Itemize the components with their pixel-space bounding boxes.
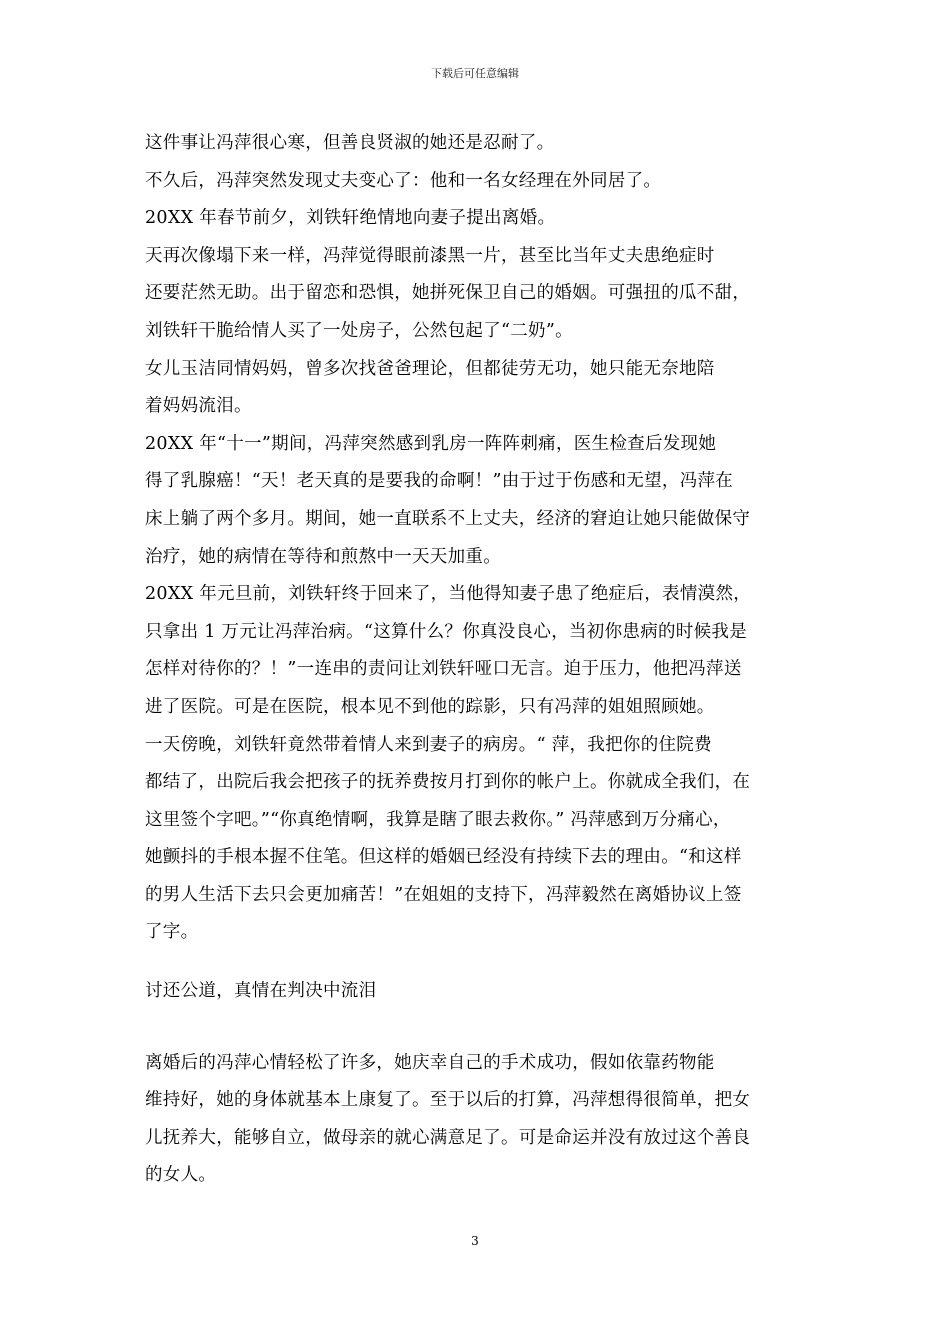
text-line: 床上躺了两个多月。期间，她一直联系不上丈夫，经济的窘迫让她只能做保守	[145, 508, 751, 529]
text-line: 离婚后的冯萍心情轻松了许多，她庆幸自己的手术成功，假如依靠药物能	[145, 1052, 715, 1073]
text-line: 20XX 年春节前夕，刘铁轩绝情地向妻子提出离婚。	[145, 208, 556, 229]
text-line: 得了乳腺癌！“天！老天真的是要我的命啊！”由于过于伤感和无望，冯萍在	[145, 471, 734, 492]
text-line: 怎样对待你的？！”一连串的责问让刘铁轩哑口无言。迫于压力，他把冯萍送	[145, 659, 742, 680]
text-line: 刘铁轩干脆给情人买了一处房子，公然包起了“二奶”。	[145, 320, 573, 341]
paragraph	[145, 727, 810, 953]
spacer	[145, 952, 810, 973]
section-heading	[145, 973, 810, 1011]
text-line: 只拿出 1 万元让冯萍治病。“这算什么？你真没良心，当初你患病的时候我是	[145, 621, 748, 642]
text-line: 儿抚养大，能够自立，做母亲的就心满意足了。可是命运并没有放过这个善良	[145, 1127, 751, 1148]
paragraph	[145, 1045, 810, 1195]
text-line: 了字。	[145, 922, 199, 943]
text-line: 一天傍晚，刘铁轩竟然带着情人来到妻子的病房。“ 萍，我把你的住院费	[145, 734, 712, 755]
text-line: 还要茫然无助。出于留恋和恐惧，她拼死保卫自己的婚姻。可强扭的瓜不甜，	[145, 283, 751, 304]
paragraph	[145, 125, 810, 163]
section-heading-text: 讨还公道，真情在判决中流泪	[145, 981, 377, 1002]
text-line: 着妈妈流泪。	[145, 396, 252, 417]
paragraph	[145, 576, 810, 726]
text-line: 都结了，出院后我会把孩子的抚养费按月打到你的帐户上。你就成全我们，在	[145, 772, 751, 793]
text-line: 治疗，她的病情在等待和煎熬中一天天加重。	[145, 546, 501, 567]
text-line: 维持好，她的身体就基本上康复了。至于以后的打算，冯萍想得很简单，把女	[145, 1090, 751, 1111]
text-line: 进了医院。可是在医院，根本见不到他的踪影，只有冯萍的姐姐照顾她。	[145, 696, 715, 717]
page-number: 3	[471, 1234, 479, 1248]
text-line: 20XX 年元旦前，刘铁轩终于回来了，当他得知妻子患了绝症后，表情漠然，	[145, 584, 752, 605]
document-body	[145, 125, 810, 1195]
text-line: 不久后，冯萍突然发现丈夫变心了：他和一名女经理在外同居了。	[145, 170, 662, 191]
text-line: 天再次像塌下来一样，冯萍觉得眼前漆黑一片，甚至比当年丈夫患绝症时	[145, 245, 715, 266]
text-line: 女儿玉洁同情妈妈，曾多次找爸爸理论，但都徒劳无功，她只能无奈地陪	[145, 358, 715, 379]
text-line: 这里签个字吧。”“你真绝情啊，我算是瞎了眼去救你。” 冯萍感到万分痛心，	[145, 809, 731, 830]
text-line: 的女人。	[145, 1165, 217, 1186]
text-line: 20XX 年“十一”期间，冯萍突然感到乳房一阵阵刺痛，医生检查后发现她	[145, 433, 717, 454]
paragraph	[145, 200, 810, 238]
paragraph	[145, 238, 810, 351]
text-line: 的男人生活下去只会更加痛苦！”在姐姐的支持下，冯萍毅然在离婚协议上签	[145, 884, 742, 905]
paragraph	[145, 163, 810, 201]
text-line: 这件事让冯萍很心寒，但善良贤淑的她还是忍耐了。	[145, 133, 555, 153]
paragraph	[145, 426, 810, 576]
text-line: 她颤抖的手根本握不住笔。但这样的婚姻已经没有持续下去的理由。“和这样	[145, 847, 742, 868]
spacer	[145, 1011, 810, 1045]
paragraph	[145, 351, 810, 426]
page-header: 下载后可任意编辑	[431, 67, 519, 80]
